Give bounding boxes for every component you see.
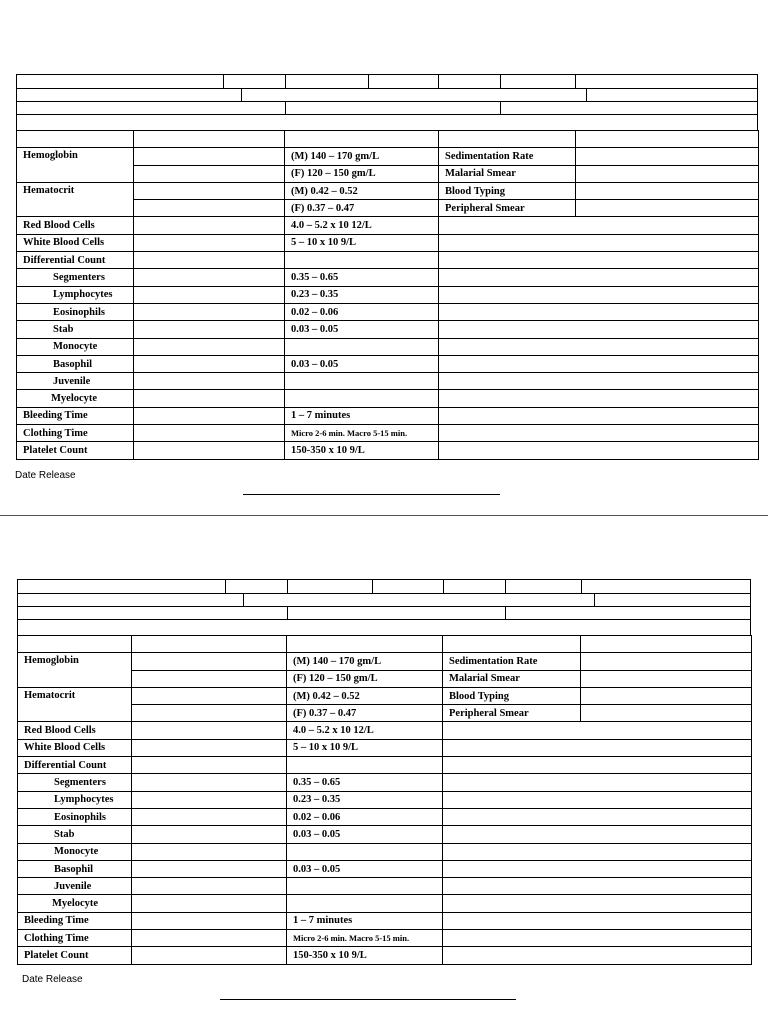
table-row — [17, 234, 759, 251]
remarks-field[interactable] — [443, 912, 752, 929]
normal-range: 1 – 7 minutes — [285, 407, 439, 424]
test-name: White Blood Cells — [18, 739, 132, 756]
test-name: Red Blood Cells — [18, 722, 132, 739]
result-field[interactable] — [132, 705, 287, 722]
test-name: Differential Count — [17, 252, 134, 269]
result-field[interactable] — [134, 425, 285, 442]
result-field[interactable] — [132, 930, 287, 947]
result-field[interactable] — [132, 826, 287, 843]
result-field[interactable] — [132, 878, 287, 895]
test-name: Bleeding Time — [18, 912, 132, 929]
normal-range: 5 – 10 x 10 9/L — [287, 739, 443, 756]
normal-range: Micro 2-6 min. Macro 5-15 min. — [285, 425, 439, 442]
remarks-field[interactable] — [439, 303, 759, 320]
normal-range: (M) 0.42 – 0.52 — [285, 182, 439, 199]
patient-info-header — [17, 579, 751, 636]
normal-range — [287, 895, 443, 912]
table-row — [17, 373, 759, 390]
test-name: Basophil — [17, 355, 134, 372]
result-field[interactable] — [134, 234, 285, 251]
normal-range: 5 – 10 x 10 9/L — [285, 234, 439, 251]
other-test-result-field[interactable] — [576, 165, 759, 182]
test-name: Stab — [18, 826, 132, 843]
test-name: Myelocyte — [18, 895, 132, 912]
remarks-field[interactable] — [443, 739, 752, 756]
test-name: Lymphocytes — [18, 791, 132, 808]
test-name: Myelocyte — [17, 390, 134, 407]
other-test-name: Blood Typing — [443, 687, 581, 704]
other-test-name: Malarial Smear — [439, 165, 576, 182]
signature-line[interactable] — [220, 999, 516, 1000]
table-row — [17, 182, 759, 199]
table-row — [17, 425, 759, 442]
table-row — [18, 653, 752, 670]
test-name: White Blood Cells — [17, 234, 134, 251]
normal-range: (F) 0.37 – 0.47 — [285, 200, 439, 217]
normal-range: 0.02 – 0.06 — [287, 808, 443, 825]
test-name: Stab — [17, 321, 134, 338]
normal-range — [287, 843, 443, 860]
signature-line[interactable] — [243, 494, 500, 495]
normal-range: 150-350 x 10 9/L — [285, 442, 439, 459]
normal-range: 0.02 – 0.06 — [285, 303, 439, 320]
result-field[interactable] — [132, 739, 287, 756]
test-name: Hematocrit — [18, 687, 132, 722]
result-field[interactable] — [132, 687, 287, 704]
column-header-row — [17, 131, 759, 148]
remarks-field[interactable] — [439, 355, 759, 372]
table-row — [18, 860, 752, 877]
normal-range: (F) 120 – 150 gm/L — [285, 165, 439, 182]
remarks-field[interactable] — [443, 791, 752, 808]
table-row — [18, 774, 752, 791]
remarks-field[interactable] — [439, 234, 759, 251]
test-name: Basophil — [18, 860, 132, 877]
test-name: Eosinophils — [17, 303, 134, 320]
normal-range — [287, 757, 443, 774]
other-test-name: Peripheral Smear — [439, 200, 576, 217]
normal-range: 0.03 – 0.05 — [285, 321, 439, 338]
test-name: Platelet Count — [18, 947, 132, 964]
table-row — [17, 355, 759, 372]
normal-range: (F) 0.37 – 0.47 — [287, 705, 443, 722]
table-row — [18, 722, 752, 739]
table-row — [18, 843, 752, 860]
result-field[interactable] — [134, 303, 285, 320]
test-name: Hemoglobin — [17, 148, 134, 183]
test-name: Segmenters — [17, 269, 134, 286]
table-row — [18, 757, 752, 774]
date-release-label: Date Release — [22, 974, 83, 985]
normal-range: 0.03 – 0.05 — [287, 826, 443, 843]
remarks-field[interactable] — [443, 930, 752, 947]
table-row — [17, 390, 759, 407]
table-row — [17, 217, 759, 234]
normal-range — [285, 252, 439, 269]
normal-range: (M) 0.42 – 0.52 — [287, 687, 443, 704]
test-name: Clothing Time — [18, 930, 132, 947]
normal-range: (M) 140 – 170 gm/L — [287, 653, 443, 670]
result-field[interactable] — [134, 182, 285, 199]
result-field[interactable] — [132, 912, 287, 929]
table-row — [17, 338, 759, 355]
remarks-field[interactable] — [443, 878, 752, 895]
result-field[interactable] — [132, 860, 287, 877]
table-row — [18, 687, 752, 704]
result-field[interactable] — [132, 722, 287, 739]
other-test-name: Peripheral Smear — [443, 705, 581, 722]
test-name: Hematocrit — [17, 182, 134, 217]
remarks-field[interactable] — [443, 757, 752, 774]
other-test-result-field[interactable] — [576, 148, 759, 165]
result-field[interactable] — [132, 653, 287, 670]
remarks-field[interactable] — [443, 860, 752, 877]
normal-range: 0.03 – 0.05 — [287, 860, 443, 877]
other-test-result-field[interactable] — [576, 182, 759, 199]
other-test-name: Blood Typing — [439, 182, 576, 199]
remarks-field[interactable] — [443, 826, 752, 843]
table-row — [18, 878, 752, 895]
remarks-field[interactable] — [439, 269, 759, 286]
remarks-field[interactable] — [439, 373, 759, 390]
result-field[interactable] — [134, 269, 285, 286]
normal-range — [285, 373, 439, 390]
normal-range — [287, 878, 443, 895]
table-row — [18, 895, 752, 912]
normal-range: (M) 140 – 170 gm/L — [285, 148, 439, 165]
remarks-field[interactable] — [439, 252, 759, 269]
hematology-results-table — [17, 635, 752, 965]
remarks-field[interactable] — [443, 947, 752, 964]
remarks-field[interactable] — [439, 217, 759, 234]
other-test-name: Sedimentation Rate — [443, 653, 581, 670]
result-field[interactable] — [134, 407, 285, 424]
normal-range: (F) 120 – 150 gm/L — [287, 670, 443, 687]
test-name: Eosinophils — [18, 808, 132, 825]
test-name: Red Blood Cells — [17, 217, 134, 234]
result-field[interactable] — [134, 338, 285, 355]
table-row — [17, 148, 759, 165]
table-row — [17, 252, 759, 269]
result-field[interactable] — [134, 200, 285, 217]
normal-range: 0.35 – 0.65 — [287, 774, 443, 791]
result-field[interactable] — [134, 373, 285, 390]
result-field[interactable] — [132, 808, 287, 825]
other-test-result-field[interactable] — [581, 653, 752, 670]
result-field[interactable] — [134, 148, 285, 165]
table-row — [18, 808, 752, 825]
result-field[interactable] — [134, 321, 285, 338]
normal-range: 150-350 x 10 9/L — [287, 947, 443, 964]
table-row — [17, 286, 759, 303]
result-field[interactable] — [134, 165, 285, 182]
normal-range: 0.03 – 0.05 — [285, 355, 439, 372]
remarks-field[interactable] — [439, 407, 759, 424]
result-field[interactable] — [132, 791, 287, 808]
other-test-name: Sedimentation Rate — [439, 148, 576, 165]
remarks-field[interactable] — [443, 722, 752, 739]
result-field[interactable] — [134, 252, 285, 269]
table-row — [17, 321, 759, 338]
other-test-name: Malarial Smear — [443, 670, 581, 687]
hematology-results-table — [16, 130, 759, 460]
test-name: Juvenile — [18, 878, 132, 895]
remarks-field[interactable] — [439, 442, 759, 459]
table-row — [18, 947, 752, 964]
normal-range — [285, 338, 439, 355]
test-name: Hemoglobin — [18, 653, 132, 688]
remarks-field[interactable] — [439, 338, 759, 355]
test-name: Monocyte — [17, 338, 134, 355]
table-row — [17, 303, 759, 320]
other-test-result-field[interactable] — [581, 705, 752, 722]
result-field[interactable] — [132, 895, 287, 912]
result-field[interactable] — [132, 757, 287, 774]
result-field[interactable] — [132, 670, 287, 687]
normal-range: 1 – 7 minutes — [287, 912, 443, 929]
normal-range: 4.0 – 5.2 x 10 12/L — [287, 722, 443, 739]
result-field[interactable] — [134, 442, 285, 459]
table-row — [18, 826, 752, 843]
result-field[interactable] — [132, 843, 287, 860]
result-field[interactable] — [134, 390, 285, 407]
result-field[interactable] — [134, 286, 285, 303]
remarks-field[interactable] — [439, 390, 759, 407]
test-name: Juvenile — [17, 373, 134, 390]
other-test-result-field[interactable] — [581, 670, 752, 687]
other-test-result-field[interactable] — [581, 687, 752, 704]
table-row — [18, 912, 752, 929]
remarks-field[interactable] — [443, 895, 752, 912]
table-row — [18, 739, 752, 756]
table-row — [17, 442, 759, 459]
normal-range: Micro 2-6 min. Macro 5-15 min. — [287, 930, 443, 947]
result-field[interactable] — [132, 947, 287, 964]
remarks-field[interactable] — [443, 843, 752, 860]
test-name: Platelet Count — [17, 442, 134, 459]
table-row — [17, 407, 759, 424]
table-row — [18, 930, 752, 947]
test-name: Segmenters — [18, 774, 132, 791]
other-test-result-field[interactable] — [576, 200, 759, 217]
test-name: Monocyte — [18, 843, 132, 860]
table-row — [18, 791, 752, 808]
remarks-field[interactable] — [443, 774, 752, 791]
normal-range — [285, 390, 439, 407]
test-name: Bleeding Time — [17, 407, 134, 424]
page-divider — [0, 515, 768, 516]
result-field[interactable] — [132, 774, 287, 791]
normal-range: 0.35 – 0.65 — [285, 269, 439, 286]
result-field[interactable] — [134, 217, 285, 234]
remarks-field[interactable] — [443, 808, 752, 825]
normal-range: 0.23 – 0.35 — [285, 286, 439, 303]
column-header-row — [18, 636, 752, 653]
normal-range: 4.0 – 5.2 x 10 12/L — [285, 217, 439, 234]
patient-info-header — [16, 74, 758, 131]
table-row — [17, 269, 759, 286]
date-release-label: Date Release — [15, 470, 76, 481]
remarks-field[interactable] — [439, 321, 759, 338]
test-name: Lymphocytes — [17, 286, 134, 303]
remarks-field[interactable] — [439, 286, 759, 303]
normal-range: 0.23 – 0.35 — [287, 791, 443, 808]
result-field[interactable] — [134, 355, 285, 372]
test-name: Clothing Time — [17, 425, 134, 442]
test-name: Differential Count — [18, 757, 132, 774]
remarks-field[interactable] — [439, 425, 759, 442]
